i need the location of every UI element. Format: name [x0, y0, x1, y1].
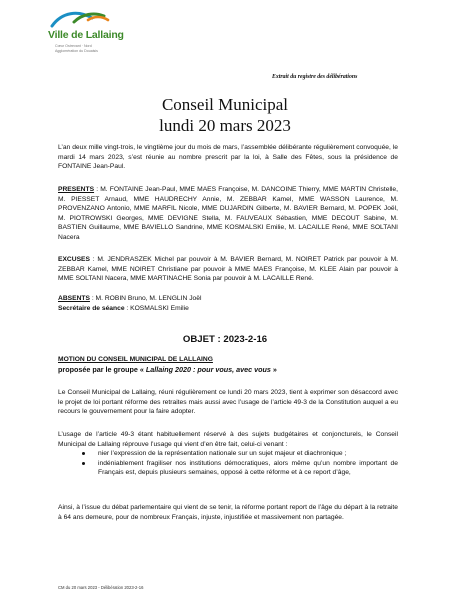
bullet-list: [82, 449, 398, 478]
motion-title: MOTION DU CONSEIL MUNICIPAL DE LALLAING: [58, 356, 213, 363]
logo-subtitle-line1: Cœur Ostrevant · Nord: [55, 44, 92, 48]
bullet-icon: [82, 452, 85, 455]
objet-heading: OBJET : 2023-2-16: [182, 334, 268, 345]
logo-subtitle-line2: Agglomération du Douaisis: [55, 49, 98, 53]
presents-label: PRESENTS: [58, 186, 95, 193]
paragraph-3: Ainsi, à l’issue du débat parlementaire qui vient de se tenir, la réforme portant report de l’âge du départ à la retraite à 64 ans demeure, pour de nombreux Français, injuste, injustifiée et massivement non partagée.: [58, 504, 398, 521]
absents-label: ABSENTS: [58, 295, 90, 302]
secretary-block: [58, 304, 398, 314]
list-item: [82, 459, 398, 478]
bullet-icon: [82, 462, 85, 465]
list-item: [82, 449, 398, 459]
bullet-text: indéniablement fragiliser nos institutions démocratiques, alors même qu’un nombre important de Français est, depuis plusieurs semaines, opposé à cette réforme et à ce report d’âge,: [98, 459, 398, 477]
motion-subtitle-prefix: proposée par le groupe «: [58, 365, 146, 374]
excuses-label: EXCUSES: [58, 256, 90, 263]
secretary-label: Secrétaire de séance: [58, 305, 125, 312]
town-logo: [48, 8, 124, 54]
excuses-block: [58, 255, 398, 284]
motion-subtitle: [58, 365, 398, 375]
presents-block: [58, 185, 398, 243]
page-title: Conseil Municipal: [161, 95, 289, 114]
excuses-list: : M. JENDRASZEK Michel par pouvoir à M. BAVIER Bernard, M. NOIRET Patrick par pouvoir à M. ZEBBAR Kamel, MME NOIRET Christiane par pouvoir à MME MAES Françoise, M. KLEE Alain par pouvoir à MME SOLTANI Nacera, MME MARTINACHE Sonia par pouvoir à M. LACAILLE René.: [58, 256, 398, 283]
page-footer: CM du 20 mars 2023 - Délibération 2023-2-16: [58, 585, 144, 590]
paragraph-1: Le Conseil Municipal de Lallaing, réuni régulièrement ce lundi 20 mars 2023, tient à exprimer son désaccord avec le projet de loi portant réforme des retraites mais aussi avec l’usage de l’article 49-3 de la Constitution auquel a eu recours le gouvernement pour la faire adopter.: [58, 389, 398, 416]
absents-list: : M. ROBIN Bruno, M. LENGLIN Joël: [89, 295, 202, 302]
paragraph-2: L’usage de l’article 49-3 étant habituellement réservé à des sujets budgétaires et conjoncturels, le Conseil Municipal de Lallaing réprouve l’usage qui vient d’en être fait, celui-ci venant :: [58, 431, 398, 448]
absents-block: [58, 294, 398, 304]
bullet-text: nier l’expression de la représentation nationale sur un sujet majeur et diachronique ;: [98, 450, 347, 457]
page-date: lundi 20 mars 2023: [159, 116, 291, 135]
logo-title: Ville de Lallaing: [48, 29, 124, 41]
secretary-name: : KOSMALSKI Emilie: [124, 305, 189, 312]
motion-subtitle-group: Lallaing 2020 : pour vous, avec vous: [145, 365, 271, 374]
intro-paragraph: L’an deux mille vingt-trois, le vingtième jour du mois de mars, l’assemblée délibérante régulièrement convoquée, le mardi 14 mars 2023, s’est réunie au nombre prescrit par la loi, à Salle des Fêtes, sous la présidence de FONTAINE Jean-Paul.: [58, 144, 398, 171]
extract-label: Extrait du registre des délibérations: [272, 74, 358, 80]
logo-swoosh-icon: [48, 8, 118, 30]
presents-list: : M. FONTAINE Jean-Paul, MME MAES Françoise, M. DANCOINE Thierry, MME MARTIN Christelle, M. PIESSET Arnaud, MME HAUDRECHY Annie, M. ZEBBAR Kamel, MME WASSON Laurence, M. PROVENZANO Antonio, MME MARFIL Nicole, MME DUJARDIN Gilberte, M. BAVIER Bernard, M. POPEK Joël, M. PIOTROWSKI Georges, MME DEVIGNE Stella, M. FAUVEAUX Sébastien, MME DECOUT Sabine, M. BASTIEN Guillaume, MME BAVIELLO Sandrine, MME KOSMALSKI Emilie, M. LACAILLE René, MME SOLTANI Nacera: [58, 186, 398, 241]
motion-subtitle-suffix: »: [270, 365, 277, 374]
